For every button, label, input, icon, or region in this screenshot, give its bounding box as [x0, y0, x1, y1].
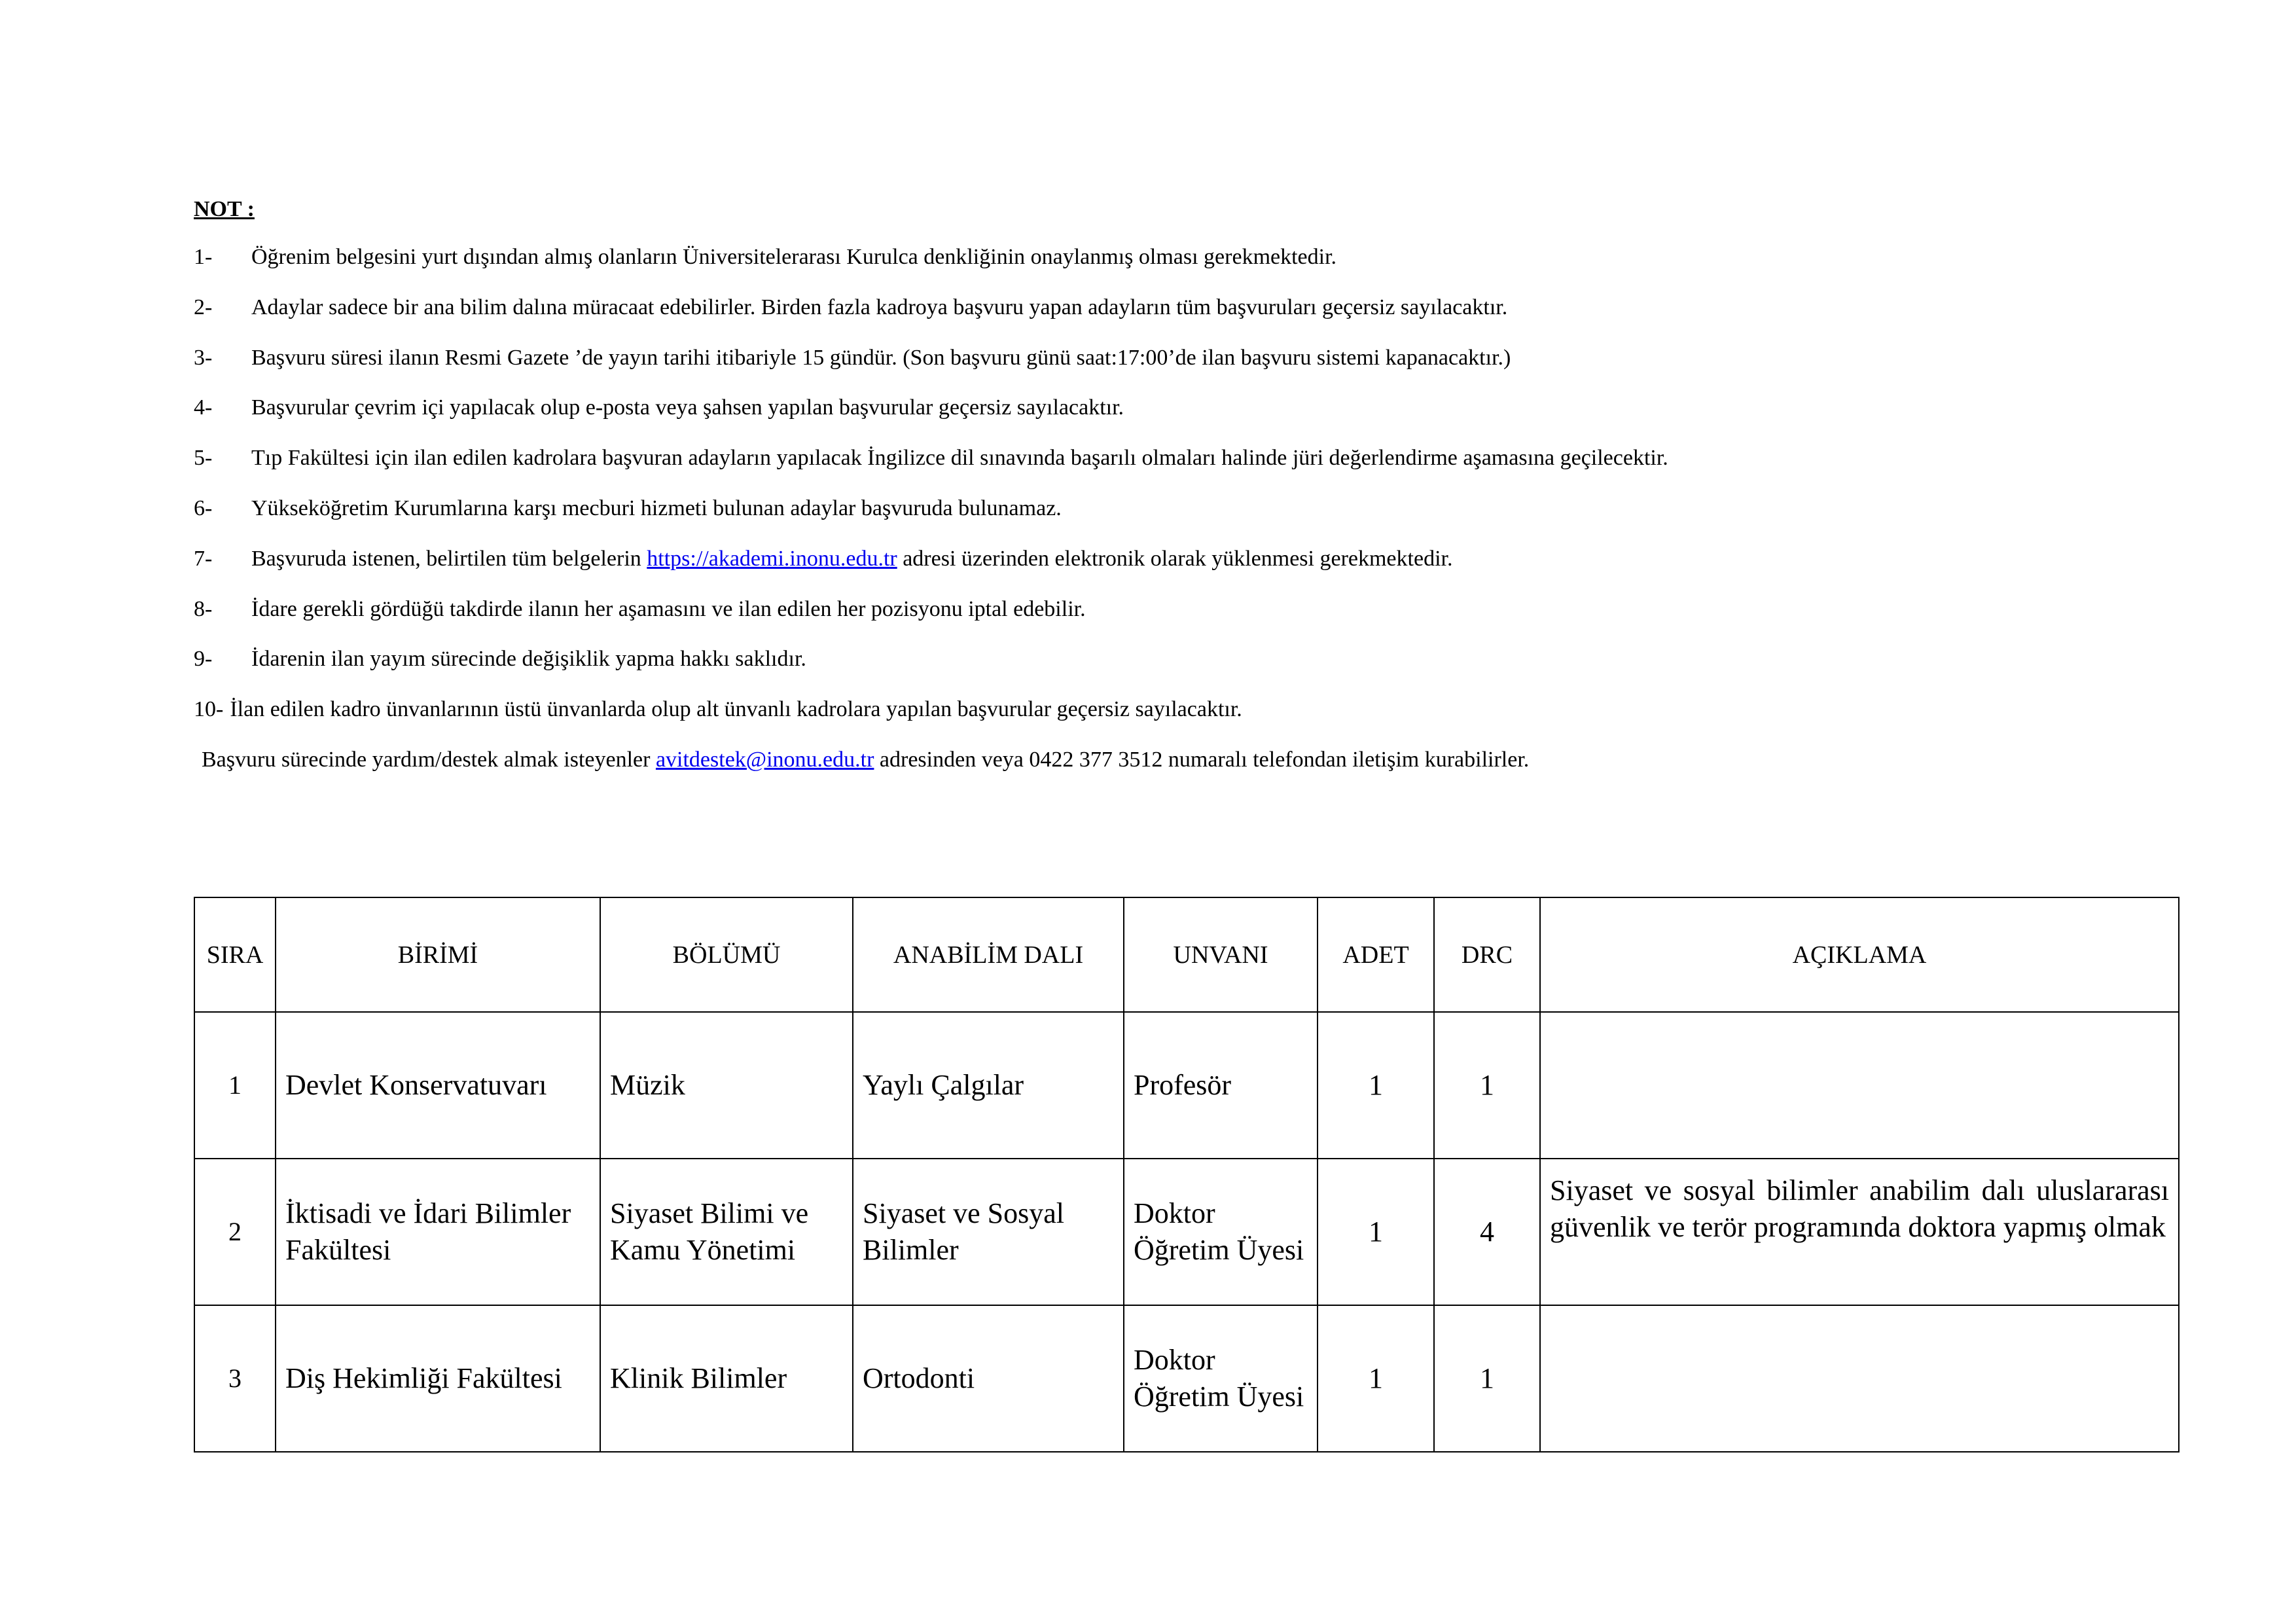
- cell-adet: 1: [1318, 1159, 1434, 1305]
- cell-anabilim-dali: Ortodonti: [853, 1305, 1124, 1452]
- cell-anabilim-dali: Siyaset ve Sosyal Bilimler: [853, 1159, 1124, 1305]
- header-anabilim-dali: ANABİLİM DALI: [853, 897, 1124, 1012]
- note-number: 8-: [194, 596, 213, 621]
- note-item: [194, 594, 2157, 644]
- support-email-link[interactable]: avitdestek@inonu.edu.tr: [655, 747, 874, 772]
- cell-sira: 2: [194, 1159, 276, 1305]
- note-item: [194, 392, 2157, 442]
- note-text: İdare gerekli gördüğü takdirde ilanın her aşamasını ve ilan edilen her pozisyonu iptal edebilir.: [251, 596, 1086, 621]
- akademi-link[interactable]: https://akademi.inonu.edu.tr: [647, 546, 897, 571]
- notes-list: [194, 242, 2157, 795]
- note-text: Başvurular çevrim içi yapılacak olup e-posta veya şahsen yapılan başvurular geçersiz sayılacaktır.: [251, 395, 1124, 420]
- cell-bolumu: Klinik Bilimler: [600, 1305, 853, 1452]
- note-text: Yükseköğretim Kurumlarına karşı mecburi hizmeti bulunan adaylar başvuruda bulunamaz.: [251, 496, 1062, 520]
- table-row: [194, 1012, 2179, 1159]
- cell-drc: 1: [1434, 1305, 1540, 1452]
- cell-birimi: Devlet Konservatuvarı: [276, 1012, 600, 1159]
- header-aciklama: AÇIKLAMA: [1540, 897, 2179, 1012]
- note-text: İdarenin ilan yayım sürecinde değişiklik yapma hakkı saklıdır.: [251, 647, 806, 672]
- note-number: 10-: [194, 697, 224, 722]
- note-item: [194, 493, 2157, 543]
- cell-sira: 3: [194, 1305, 276, 1452]
- note-item: [194, 442, 2157, 493]
- table-header-row: [194, 897, 2179, 1012]
- header-drc: DRC: [1434, 897, 1540, 1012]
- note-number: 6-: [194, 496, 213, 520]
- note-number: 3-: [194, 345, 213, 370]
- note-number: 4-: [194, 395, 213, 420]
- cell-bolumu: Müzik: [600, 1012, 853, 1159]
- note-item: [194, 643, 2157, 694]
- header-birimi: BİRİMİ: [276, 897, 600, 1012]
- help-contact-line: [194, 744, 2157, 795]
- table-row: [194, 1159, 2179, 1305]
- note-number: 1-: [194, 245, 213, 269]
- note-item: [194, 342, 2157, 393]
- note-text-after-link: adresi üzerinden elektronik olarak yüklenmesi gerekmektedir.: [903, 546, 1453, 571]
- cell-adet: 1: [1318, 1012, 1434, 1159]
- header-adet: ADET: [1318, 897, 1434, 1012]
- header-sira: SIRA: [194, 897, 276, 1012]
- cell-anabilim-dali: Yaylı Çalgılar: [853, 1012, 1124, 1159]
- note-number: 7-: [194, 546, 213, 571]
- header-bolumu: BÖLÜMÜ: [600, 897, 853, 1012]
- cell-drc: 1: [1434, 1012, 1540, 1159]
- cell-unvani: Doktor Öğretim Üyesi: [1124, 1305, 1318, 1452]
- cell-unvani: Doktor Öğretim Üyesi: [1124, 1159, 1318, 1305]
- note-number: 2-: [194, 295, 213, 319]
- note-text-before-link: Başvuruda istenen, belirtilen tüm belgelerin: [251, 546, 641, 571]
- note-text: Başvuru süresi ilanın Resmi Gazete ’de yayın tarihi itibariyle 15 gündür. (Son başvuru günü saat:17:00’de ilan başvuru sistemi kapanacaktır.): [251, 345, 1511, 370]
- note-text: Adaylar sadece bir ana bilim dalına müracaat edebilirler. Birden fazla kadroya başvuru yapan adayların tüm başvuruları geçersiz sayılacaktır.: [251, 295, 1508, 319]
- table-row: [194, 1305, 2179, 1452]
- note-text: İlan edilen kadro ünvanlarının üstü ünvanlarda olup alt ünvanlı kadrolara yapılan başvurular geçersiz sayılacaktır.: [230, 697, 1242, 722]
- note-item: [194, 242, 2157, 292]
- note-text: Öğrenim belgesini yurt dışından almış olanların Üniversitelerarası Kurulca denkliğinin onaylanmış olması gerekmektedir.: [251, 245, 1337, 269]
- note-text: Tıp Fakültesi için ilan edilen kadrolara başvuran adayların yapılacak İngilizce dil sınavında başarılı olmaları halinde jüri değerlendirme aşamasına geçilecektir.: [251, 446, 1668, 471]
- cell-aciklama: [1540, 1305, 2179, 1452]
- header-unvani: UNVANI: [1124, 897, 1318, 1012]
- cell-sira: 1: [194, 1012, 276, 1159]
- cell-unvani: Profesör: [1124, 1012, 1318, 1159]
- cell-aciklama: Siyaset ve sosyal bilimler anabilim dalı uluslararası güvenlik ve terör programında doktora yapmış olmak: [1540, 1159, 2179, 1305]
- help-text-before-email: Başvuru sürecinde yardım/destek almak isteyenler: [202, 747, 651, 772]
- note-item: [194, 292, 2157, 342]
- cell-drc: 4: [1434, 1159, 1540, 1305]
- positions-table: [194, 897, 2179, 1453]
- cell-aciklama: [1540, 1012, 2179, 1159]
- cell-bolumu: Siyaset Bilimi ve Kamu Yönetimi: [600, 1159, 853, 1305]
- help-text: [202, 744, 1529, 795]
- help-text-after-email: adresinden veya 0422 377 3512 numaralı telefondan iletişim kurabilirler.: [879, 747, 1530, 772]
- note-item: [194, 694, 2157, 744]
- note-item: [194, 543, 2157, 594]
- cell-adet: 1: [1318, 1305, 1434, 1452]
- notes-title: NOT :: [194, 197, 255, 221]
- note-number: 5-: [194, 446, 213, 471]
- note-number: 9-: [194, 647, 213, 672]
- cell-birimi: İktisadi ve İdari Bilimler Fakültesi: [276, 1159, 600, 1305]
- cell-birimi: Diş Hekimliği Fakültesi: [276, 1305, 600, 1452]
- note-text: [251, 543, 1452, 594]
